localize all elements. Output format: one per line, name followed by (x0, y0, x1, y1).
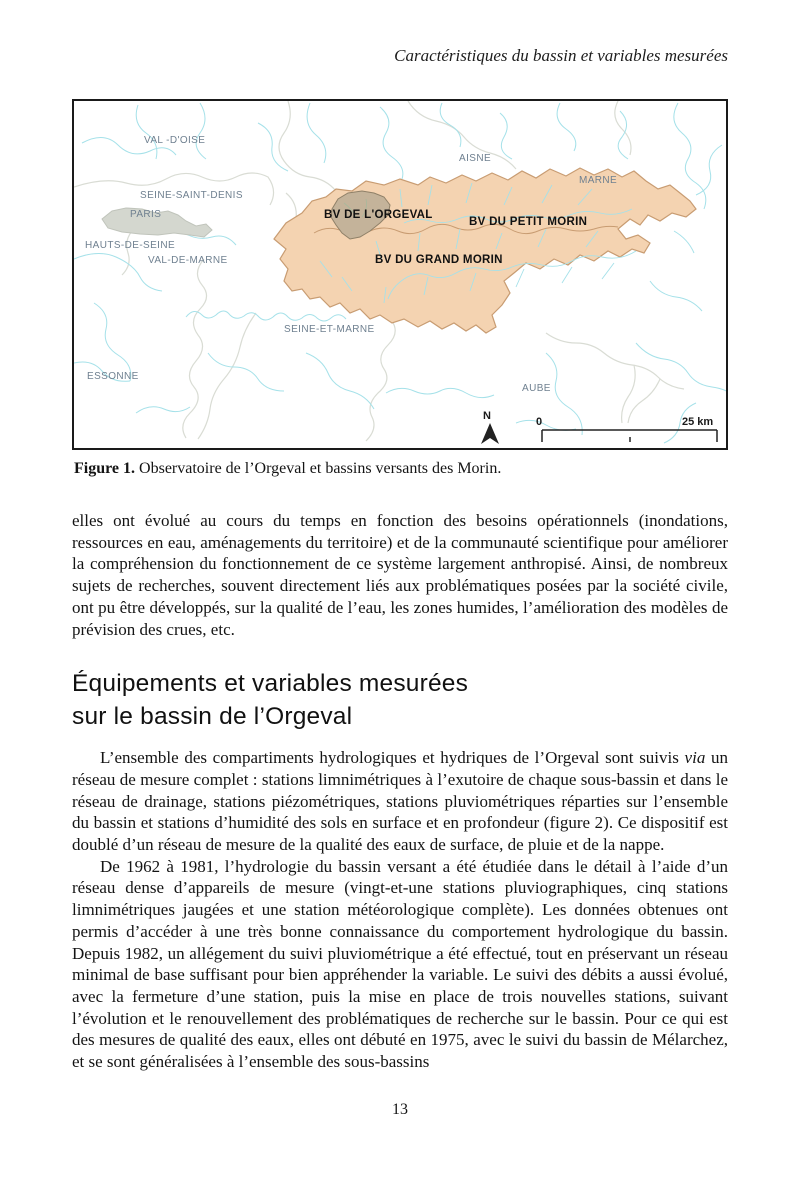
figure-map (72, 99, 728, 450)
morin-basins-shape (274, 168, 696, 333)
north-label: N (483, 410, 491, 422)
map-label-bv-petit-morin: BV DU PETIT MORIN (469, 216, 588, 228)
figure-caption-text: Observatoire de l’Orgeval et bassins versants des Morin. (135, 460, 502, 477)
map-label-seine-et-marne: SEINE-ET-MARNE (284, 324, 375, 335)
section-heading-line1: Équipements et variables mesurées (72, 670, 469, 698)
paragraph-equipments-pre: L’ensemble des compartiments hydrologiques et hydriques de l’Orgeval sont suivis (100, 748, 685, 768)
map-label-bv-orgeval: BV DE L'ORGEVAL (324, 209, 433, 221)
figure-caption-label: Figure 1. (74, 460, 136, 477)
figure-caption (74, 459, 728, 479)
section-heading-line2: sur le bassin de l’Orgeval (72, 703, 353, 731)
section-heading (72, 667, 728, 733)
scale-bar (536, 416, 717, 442)
map-label-marne: MARNE (579, 175, 618, 186)
paragraph-equipments (72, 747, 728, 856)
map-label-aisne: AISNE (459, 153, 492, 164)
page-number: 13 (392, 1100, 408, 1118)
paragraph-equipments-post: un réseau de mesure complet : stations limnimétriques à l’exutoire de chaque sous-bassin et dans le réseau de drainage, stations piézométriques, stations pluviométriques réparties sur l’ensemble du bassin et stations d’humidité des sols en surface et en profondeur (figure 2). Ce dispositif est doublé d’un réseau de mesure de la qualité des eaux de surface, de pluie et de la nappe. (72, 748, 728, 855)
scale-end-label: 25 km (682, 416, 714, 428)
map-label-hauts-de-seine: HAUTS-DE-SEINE (85, 240, 176, 251)
map-label-aube: AUBE (522, 383, 551, 394)
map-label-val-de-marne: VAL-DE-MARNE (148, 255, 228, 266)
running-head: Caractéristiques du bassin et variables mesurées (394, 46, 728, 65)
paragraph-history: De 1962 à 1981, l’hydrologie du bassin versant a été étudiée dans le détail à l’aide d’un réseau dense d’appareils de mesure (vingt-et-une stations pluviographiques, cinq stations limnimétriques jaugées et une station météorologique complète). Les données obtenues ont permis d’accéder à une très bonne connaissance du comportement hydrologique du bassin. Depuis 1982, un allégement du suivi pluviométrique a été effectué, tout en préservant un réseau minimal de base suffisant pour bien appréhender la variable. Le suivi des débits a aussi évolué, avec la fermeture d’une station, puis la mise en place de trois nouvelles stations, suivant l’évolution et le renouvellement des problématiques de recherche sur le bassin. Pour ce qui est des mesures de qualité des eaux, elles ont débuté en 1975, avec le suivi du bassin de Mélarchez, et se sont généralisées à l’ensemble des sous-bassins (72, 856, 728, 1072)
map-svg (74, 101, 726, 448)
document-page (72, 0, 728, 1119)
paragraph-intro: elles ont évolué au cours du temps en fonction des besoins opérationnels (inondations, ressources en eau, aménagements du territoire) et de la communauté scientifique pour améliorer la compréhension du fonctionnement de ce système largement anthropisé. Ainsi, de nombreux sujets de recherches, souvent directement liés aux problématiques posées par la société civile, ont pu être développés, sur la qualité de l’eau, les zones humides, l’amélioration des modèles de prévision des crues, etc. (72, 511, 728, 639)
map-label-bv-grand-morin: BV DU GRAND MORIN (375, 254, 503, 266)
paragraph-equipments-via: via (684, 748, 706, 768)
scale-start-label: 0 (536, 416, 543, 428)
map-label-val-doise: VAL -D'OISE (144, 135, 206, 146)
map-label-paris: PARIS (130, 209, 162, 220)
map-label-seine-saint-denis: SEINE-SAINT-DENIS (140, 190, 243, 201)
north-arrow-icon (481, 410, 499, 444)
map-label-essonne: ESSONNE (87, 371, 139, 382)
